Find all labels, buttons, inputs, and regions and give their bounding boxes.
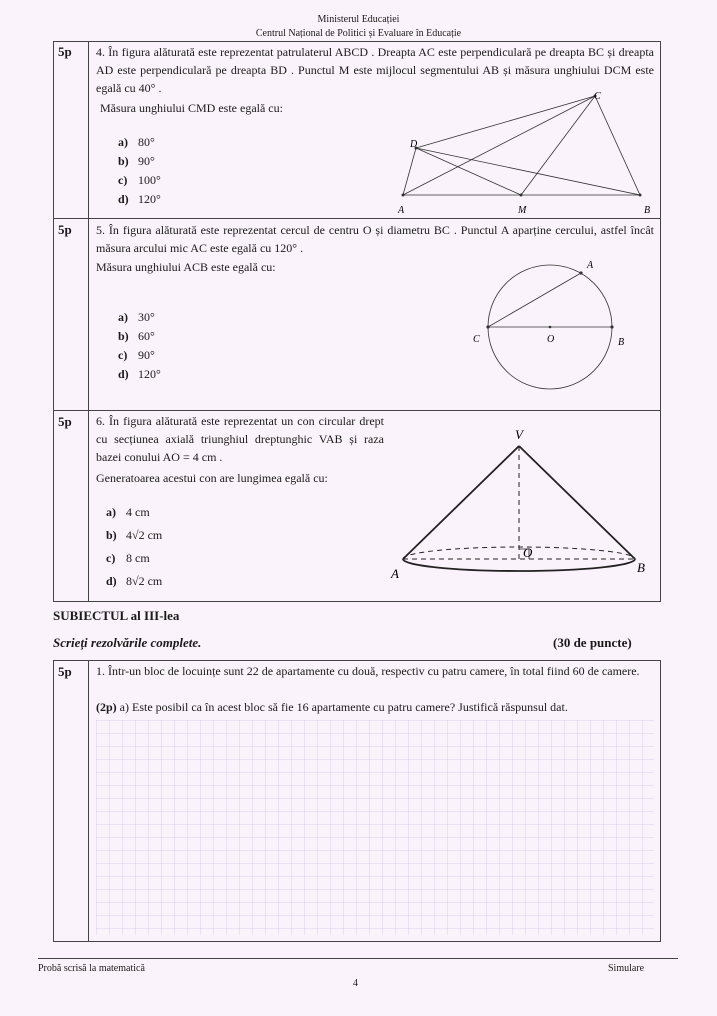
- row-divider: [53, 410, 661, 411]
- row-divider: [53, 218, 661, 219]
- option-c[interactable]: c) 8 cm: [106, 551, 150, 565]
- header-center: Centrul Național de Politici și Evaluare în Educație: [255, 28, 462, 39]
- footer-rule: [38, 958, 678, 959]
- option-d[interactable]: d) 120°: [118, 367, 161, 381]
- label-a: A: [587, 260, 594, 271]
- problem1-statement: 1. Într-un bloc de locuințe sunt 22 de apartamente cu două, respectiv cu patru camere, în total fiind 60 de camere.: [96, 664, 640, 678]
- table-border-right: [660, 41, 661, 602]
- footer-right: Simulare: [608, 963, 645, 974]
- table-border-bottom: [53, 601, 661, 602]
- item6-points: 5p: [58, 414, 72, 429]
- option-c[interactable]: c) 100°: [118, 173, 161, 187]
- label-c: C: [594, 91, 601, 102]
- item5-question: Măsura unghiului ACB este egală cu:: [96, 260, 276, 274]
- part-text: a) Este posibil ca în acest bloc să fie 16 apartamente cu patru camere? Justifică răspunsul dat.: [119, 700, 568, 714]
- option-b[interactable]: b) 90°: [118, 154, 155, 168]
- item5-options: [118, 310, 161, 386]
- item4-statement: 4. În figura alăturată este reprezentat patrulaterul ABCD . Dreapta AC este perpendiculară pe dreapta BC și dreapta AD este perpendiculară pe dreapta BD . Punctul M este mijlocul segmentului AB și măsura unghiului DCM este egală cu 40° .: [96, 45, 654, 95]
- label-b: B: [618, 337, 625, 348]
- item4-question: Măsura unghiului CMD este egală cu:: [100, 101, 283, 115]
- label-b: B: [644, 205, 651, 216]
- header-ministry: Ministerul Educației: [317, 14, 400, 25]
- item4-options: [118, 135, 161, 211]
- label-v: V: [515, 427, 523, 442]
- table-border-left: [53, 41, 54, 602]
- table-border-top: [53, 41, 661, 42]
- problem1-points: 5p: [58, 664, 72, 679]
- table-border-left: [53, 660, 54, 942]
- quadrilateral-figure: [390, 88, 660, 218]
- section-instruction: Scrieți rezolvările complete.: [53, 635, 202, 650]
- item5-statement: 5. În figura alăturată este reprezentat cercul de centru O și diametru BC . Punctul A aparține cercului, astfel încât măsura arcului mic AC este egală cu 120° .: [96, 223, 654, 255]
- label-a: A: [398, 205, 405, 216]
- table-border-right: [660, 660, 661, 942]
- item6-options: [106, 505, 162, 597]
- label-d: D: [410, 139, 418, 150]
- table-border-bottom: [53, 941, 661, 942]
- circle-figure: [465, 252, 635, 402]
- option-c[interactable]: c) 90°: [118, 348, 155, 362]
- label-b: B: [637, 560, 645, 575]
- section-score: (30 de puncte): [553, 635, 632, 650]
- item6-question: Generatoarea acestui con are lungimea egală cu:: [96, 471, 328, 485]
- item6-statement: 6. În figura alăturată este reprezentat un con circular drept cu secțiunea axială triunghiul dreptunghic VAB și raza bazei conului AO = 4 cm .: [96, 414, 384, 464]
- answer-grid[interactable]: [96, 720, 654, 935]
- table-border-top: [53, 660, 661, 661]
- section-title: SUBIECTUL al III-lea: [53, 608, 180, 623]
- page-number: 4: [353, 978, 358, 989]
- footer-left: Probă scrisă la matematică: [38, 963, 145, 974]
- option-a[interactable]: a) 80°: [118, 135, 155, 149]
- column-divider: [88, 41, 89, 602]
- column-divider: [88, 660, 89, 942]
- option-a[interactable]: a) 4 cm: [106, 505, 150, 519]
- label-c: C: [473, 334, 480, 345]
- item4-points: 5p: [58, 44, 72, 59]
- option-b[interactable]: b) 60°: [118, 329, 155, 343]
- item5-points: 5p: [58, 222, 72, 237]
- option-b[interactable]: b) 4√2 cm: [106, 528, 163, 542]
- option-d[interactable]: d) 8√2 cm: [106, 574, 163, 588]
- part-points: (2p): [96, 700, 117, 714]
- option-a[interactable]: a) 30°: [118, 310, 155, 324]
- option-d[interactable]: d) 120°: [118, 192, 161, 206]
- problem1-part-a: [96, 698, 654, 716]
- cone-figure: [385, 422, 657, 592]
- label-m: M: [518, 205, 527, 216]
- label-a: A: [391, 566, 399, 581]
- label-o: O: [547, 334, 555, 345]
- label-o: O: [523, 545, 533, 560]
